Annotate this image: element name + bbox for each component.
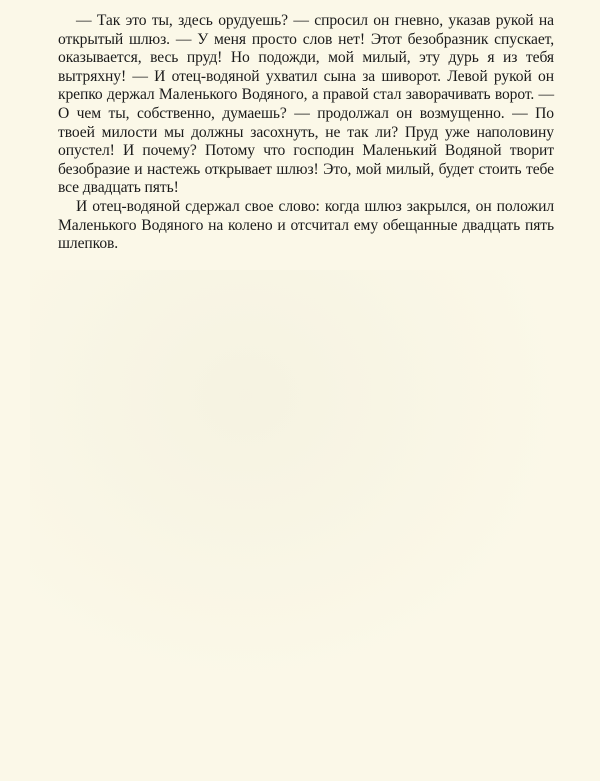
show-through-shadow [30, 270, 570, 690]
body-text [58, 12, 554, 254]
paragraph-1: — Так это ты, здесь орудуешь? — спросил он гневно, указав рукой на открытый шлюз. — У меня просто слов нет! Этот безобразник спускает, оказывается, весь пруд! Но подожди, мой милый, эту дурь я из тебя вытряхну! — И отец-водяной ухватил сына за шиворот. Левой рукой он крепко держал Маленького Водяного, а правой стал заворачивать ворот. — О чем ты, собственно, думаешь? — продолжал он возмущенно. — По твоей милости мы должны засохнуть, не так ли? Пруд уже наполовину опустел! И почему? Потому что господин Маленький Водяной творит безобразие и настежь открывает шлюз! Это, мой милый, будет стоить тебе все двадцать пять! [58, 12, 554, 197]
paragraph-2: И отец-водяной сдержал свое слово: когда шлюз закрылся, он положил Маленького Водяного на колено и отсчитал ему обещанные двадцать пять шлепков. [58, 197, 554, 253]
